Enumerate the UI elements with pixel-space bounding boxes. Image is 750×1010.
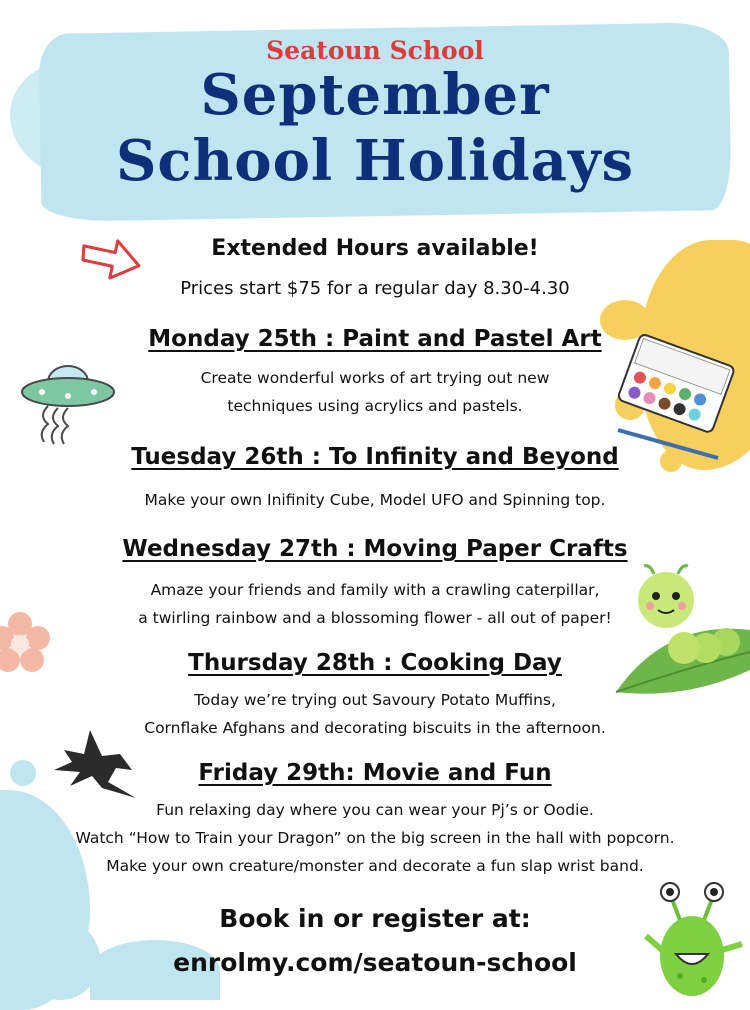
day-heading-monday: Monday 25th : Paint and Pastel Art	[148, 326, 602, 352]
day-description-line: a twirling rainbow and a blossoming flower - all out of paper!	[138, 609, 612, 627]
monster-icon	[640, 880, 750, 1000]
day-heading-tuesday: Tuesday 26th : To Infinity and Beyond	[131, 444, 619, 470]
day-description-line: Today we’re trying out Savoury Potato Muffins,	[194, 691, 556, 709]
day-heading-thursday: Thursday 28th : Cooking Day	[188, 650, 562, 676]
day-description-line: techniques using acrylics and pastels.	[227, 397, 523, 415]
registration-link[interactable]: enrolmy.com/seatoun-school	[173, 948, 577, 977]
page-title-line-2: School Holidays	[115, 128, 635, 194]
extended-hours-heading: Extended Hours available!	[211, 236, 539, 261]
day-description-line: Make your own Inifinity Cube, Model UFO and Spinning top.	[144, 491, 606, 509]
pricing-info: Prices start $75 for a regular day 8.30-4.30	[180, 278, 570, 299]
day-description-line: Watch “How to Train your Dragon” on the big screen in the hall with popcorn.	[75, 829, 675, 847]
register-prompt: Book in or register at:	[219, 904, 531, 933]
day-heading-wednesday: Wednesday 27th : Moving Paper Crafts	[122, 536, 628, 562]
day-description-line: Amaze your friends and family with a crawling caterpillar,	[150, 581, 600, 599]
day-description-line: Create wonderful works of art trying out new	[200, 369, 550, 387]
day-description-line: Make your own creature/monster and decorate a fun slap wrist band.	[106, 857, 644, 875]
page-title-line-1: September	[200, 62, 550, 128]
day-description-line: Fun relaxing day where you can wear your Pj’s or Oodie.	[156, 801, 594, 819]
day-heading-friday: Friday 29th: Movie and Fun	[198, 760, 552, 786]
school-name: Seatoun School	[266, 36, 484, 65]
day-description-line: Cornflake Afghans and decorating biscuits in the afternoon.	[144, 719, 606, 737]
